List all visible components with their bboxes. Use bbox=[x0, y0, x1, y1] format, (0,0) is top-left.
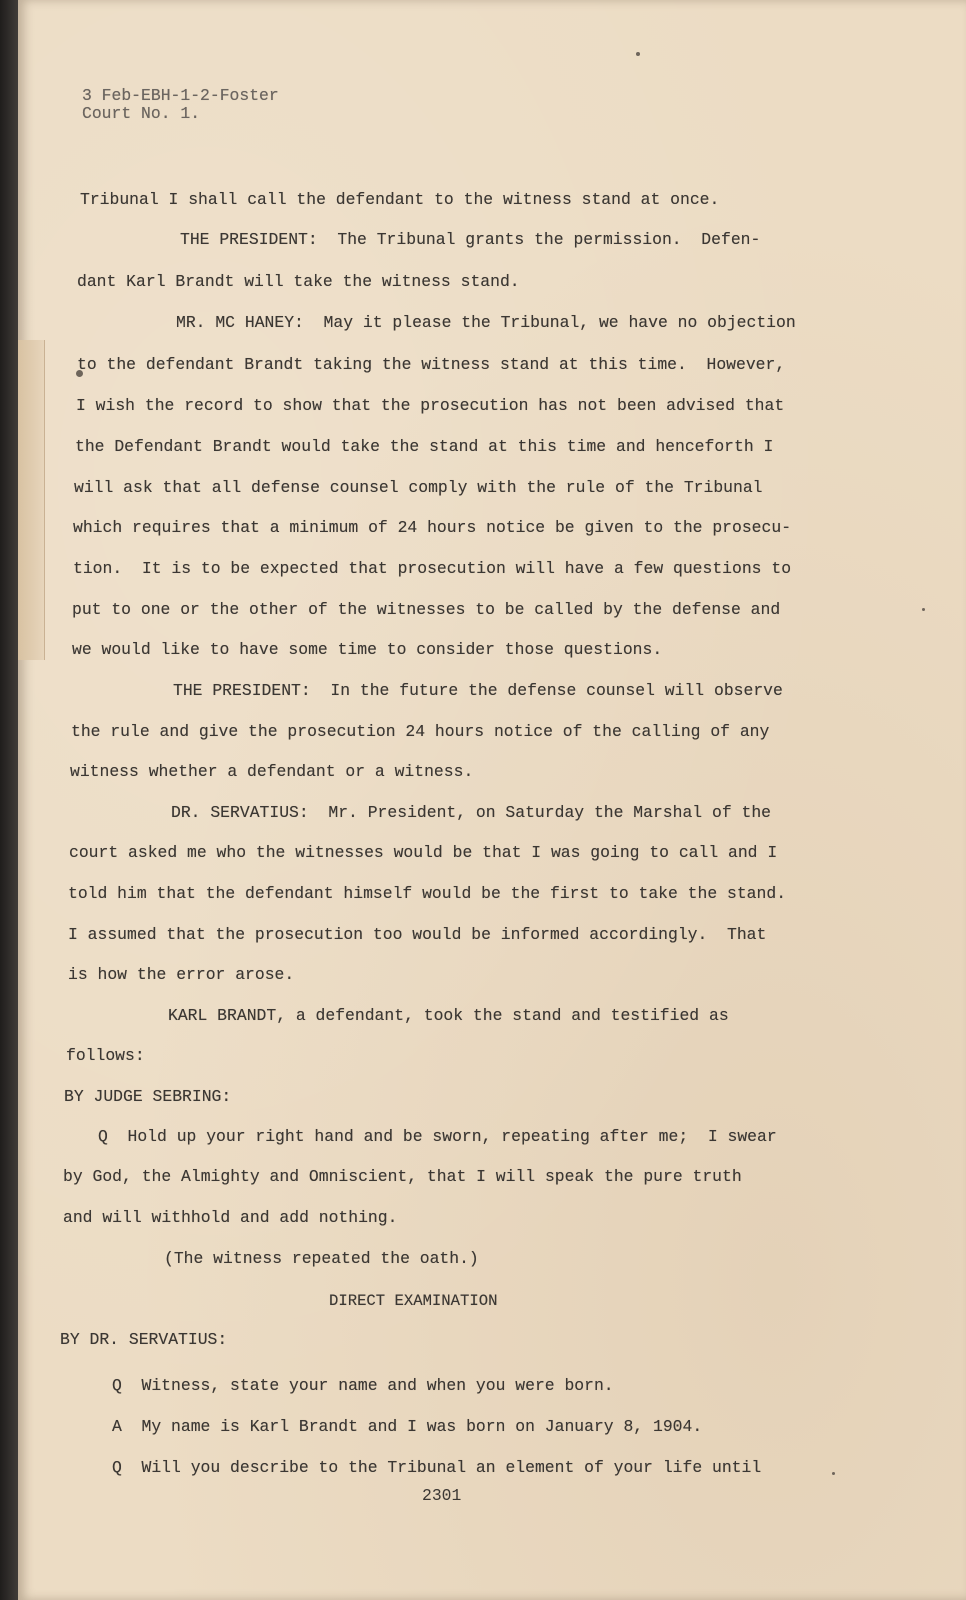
page-number: 2301 bbox=[422, 1486, 462, 1505]
text-line: MR. MC HANEY: May it please the Tribunal, we have no objection bbox=[176, 313, 796, 332]
text-line: put to one or the other of the witnesses to be called by the defense and bbox=[72, 600, 781, 619]
text-line: will ask that all defense counsel comply with the rule of the Tribunal bbox=[74, 478, 763, 497]
text-line: BY DR. SERVATIUS: bbox=[60, 1330, 228, 1349]
text-line: which requires that a minimum of 24 hours notice be given to the prosecu- bbox=[73, 518, 792, 537]
header-line-1: 3 Feb-EBH-1-2-Foster bbox=[82, 86, 279, 105]
text-line: to the defendant Brandt taking the witness stand at this time. However, bbox=[77, 355, 786, 374]
text-line: THE PRESIDENT: In the future the defense counsel will observe bbox=[173, 681, 783, 700]
text-line: told him that the defendant himself would be the first to take the stand. bbox=[68, 884, 787, 903]
text-line: DR. SERVATIUS: Mr. President, on Saturday the Marshal of the bbox=[171, 803, 771, 822]
text-line: the rule and give the prosecution 24 hours notice of the calling of any bbox=[71, 722, 770, 741]
text-line: A My name is Karl Brandt and I was born on January 8, 1904. bbox=[112, 1417, 703, 1436]
text-line: is how the error arose. bbox=[68, 965, 295, 984]
text-line: and will withhold and add nothing. bbox=[63, 1208, 398, 1227]
text-line: we would like to have some time to consider those questions. bbox=[72, 640, 663, 659]
text-line: THE PRESIDENT: The Tribunal grants the permission. Defen- bbox=[180, 230, 761, 249]
paper-speck bbox=[832, 1472, 835, 1475]
text-line: Q Will you describe to the Tribunal an element of your life until bbox=[112, 1458, 762, 1477]
text-line: court asked me who the witnesses would be that I was going to call and I bbox=[69, 843, 778, 862]
text-line: BY JUDGE SEBRING: bbox=[64, 1087, 232, 1106]
paper-speck bbox=[636, 52, 640, 56]
text-line: Q Hold up your right hand and be sworn, repeating after me; I swear bbox=[98, 1127, 777, 1146]
document-page bbox=[18, 0, 966, 1600]
paper-speck bbox=[922, 608, 925, 611]
text-line: by God, the Almighty and Omniscient, that I will speak the pure truth bbox=[63, 1167, 742, 1186]
torn-paper-edge bbox=[18, 340, 45, 660]
text-line: Tribunal I shall call the defendant to the witness stand at once. bbox=[80, 190, 720, 209]
text-line: Q Witness, state your name and when you were born. bbox=[112, 1376, 614, 1395]
text-line: follows: bbox=[66, 1046, 145, 1065]
header-line-2: Court No. 1. bbox=[82, 104, 201, 123]
text-line: KARL BRANDT, a defendant, took the stand and testified as bbox=[168, 1006, 729, 1025]
text-line: the Defendant Brandt would take the stand at this time and henceforth I bbox=[75, 437, 774, 456]
text-line: dant Karl Brandt will take the witness stand. bbox=[77, 272, 520, 291]
text-line: (The witness repeated the oath.) bbox=[164, 1249, 479, 1268]
text-line: tion. It is to be expected that prosecution will have a few questions to bbox=[73, 559, 792, 578]
text-line: I wish the record to show that the prosecution has not been advised that bbox=[76, 396, 785, 415]
text-line: I assumed that the prosecution too would be informed accordingly. That bbox=[68, 925, 767, 944]
text-line: witness whether a defendant or a witness. bbox=[70, 762, 474, 781]
section-heading: DIRECT EXAMINATION bbox=[329, 1292, 498, 1310]
